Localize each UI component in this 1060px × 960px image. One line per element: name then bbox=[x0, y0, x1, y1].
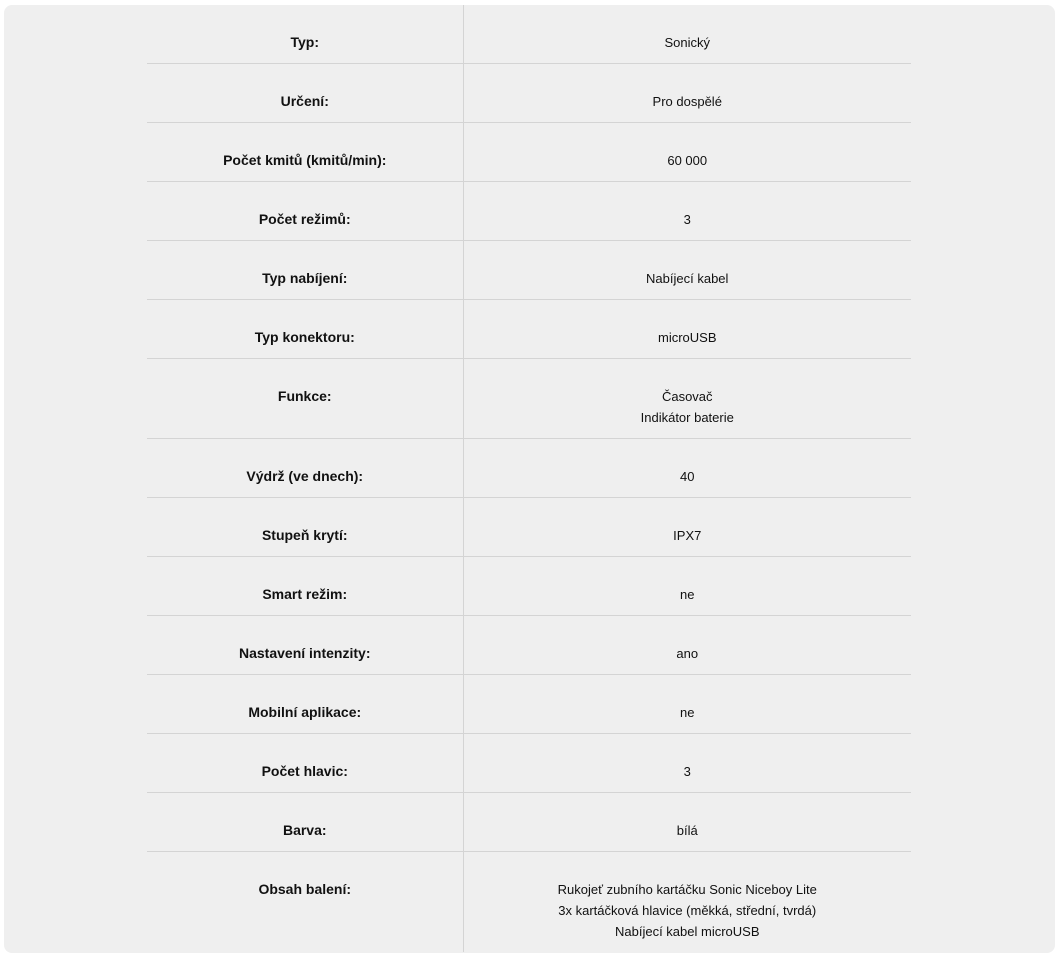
spec-value: 3 bbox=[683, 212, 691, 227]
spec-value: 3x kartáčková hlavice (měkká, střední, tvrdá) bbox=[558, 903, 817, 918]
spec-label: Určení: bbox=[280, 93, 329, 109]
spec-row-functions bbox=[147, 359, 911, 439]
spec-value: Pro dospělé bbox=[652, 94, 722, 109]
spec-label: Typ konektoru: bbox=[254, 329, 355, 345]
spec-row-modes bbox=[147, 182, 911, 241]
spec-value: microUSB bbox=[657, 330, 717, 345]
spec-label: Typ: bbox=[290, 34, 319, 50]
spec-value: ano bbox=[676, 646, 699, 661]
spec-label: Smart režim: bbox=[262, 586, 348, 602]
spec-label: Mobilní aplikace: bbox=[248, 704, 362, 720]
spec-row-connector bbox=[147, 300, 911, 359]
spec-row-ip-rating bbox=[147, 498, 911, 557]
spec-value: ne bbox=[680, 587, 695, 602]
spec-table bbox=[147, 5, 911, 952]
spec-value: Časovač bbox=[661, 389, 713, 404]
spec-row-type bbox=[147, 5, 911, 64]
spec-label: Stupeň krytí: bbox=[261, 527, 348, 543]
spec-value: 60 000 bbox=[667, 153, 708, 168]
spec-value: 3 bbox=[683, 764, 691, 779]
spec-value: 40 bbox=[680, 469, 695, 484]
spec-value: ne bbox=[680, 705, 695, 720]
spec-value: Sonický bbox=[664, 35, 711, 50]
spec-row-purpose bbox=[147, 64, 911, 123]
spec-label: Barva: bbox=[282, 822, 327, 838]
spec-value: Rukojeť zubního kartáčku Sonic Niceboy Lite bbox=[557, 882, 817, 897]
spec-row-heads bbox=[147, 734, 911, 793]
spec-row-intensity bbox=[147, 616, 911, 675]
spec-row-color bbox=[147, 793, 911, 852]
spec-value: IPX7 bbox=[673, 528, 702, 543]
spec-row-battery-life bbox=[147, 439, 911, 498]
spec-row-strokes bbox=[147, 123, 911, 182]
spec-label: Počet režimů: bbox=[258, 211, 351, 227]
spec-label: Obsah balení: bbox=[258, 881, 352, 897]
spec-row-smart-mode bbox=[147, 557, 911, 616]
spec-panel bbox=[4, 5, 1055, 953]
spec-label: Počet kmitů (kmitů/min): bbox=[223, 152, 387, 168]
spec-value: Nabíjecí kabel bbox=[646, 271, 729, 286]
spec-label: Počet hlavic: bbox=[261, 763, 348, 779]
spec-row-charging bbox=[147, 241, 911, 300]
spec-label: Typ nabíjení: bbox=[262, 270, 348, 286]
spec-value: Indikátor baterie bbox=[640, 410, 734, 425]
spec-label: Nastavení intenzity: bbox=[239, 645, 371, 661]
spec-value: bílá bbox=[676, 823, 698, 838]
spec-label: Funkce: bbox=[277, 388, 332, 404]
spec-value: Nabíjecí kabel microUSB bbox=[615, 924, 760, 939]
spec-label: Výdrž (ve dnech): bbox=[246, 468, 364, 484]
spec-row-package-contents bbox=[147, 852, 911, 953]
spec-row-mobile-app bbox=[147, 675, 911, 734]
